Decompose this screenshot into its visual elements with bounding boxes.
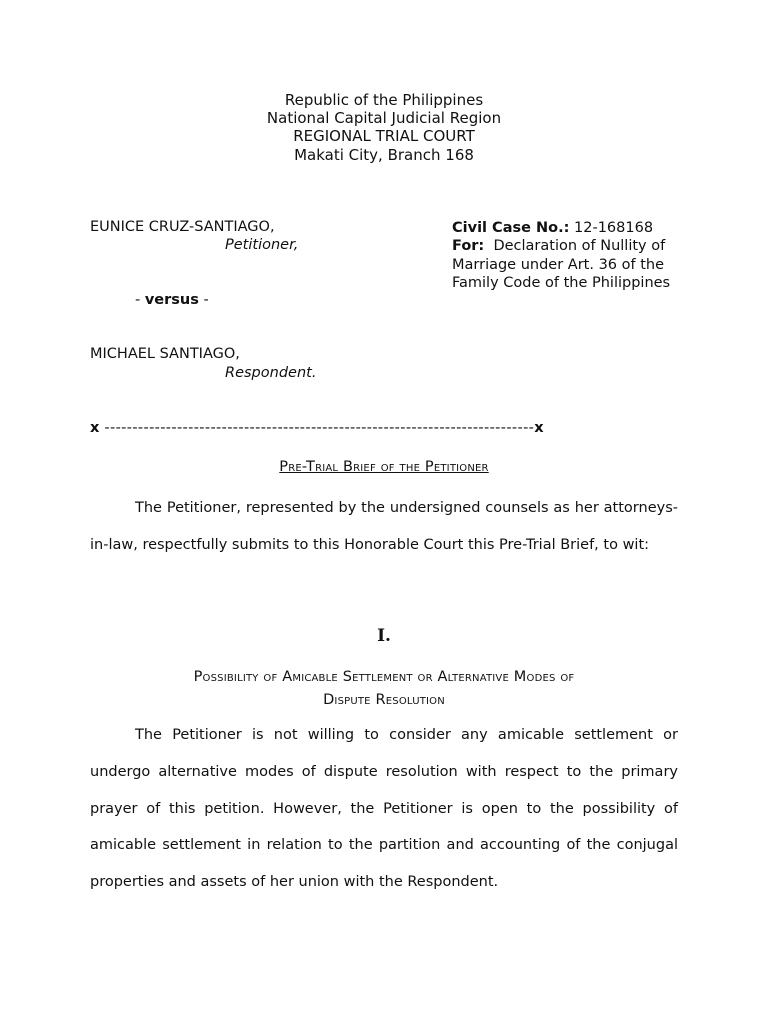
case-number	[452, 219, 702, 237]
section-number: I.	[377, 626, 391, 646]
section-paragraph: The Petitioner is not willing to consider any amicable settlement or undergo alternative modes of dispute resolution with respect to the primary prayer of this petition. However, the Petitioner is open to the possibility of amicable settlement in relation to the partition and accounting of the conjugal properties and assets of her union with the Respondent.	[90, 727, 678, 891]
case-number-label: Civil Case No.:	[452, 220, 570, 236]
case-for-label: For:	[452, 238, 485, 255]
versus-label	[135, 292, 209, 308]
versus-prefix: -	[135, 292, 145, 308]
petitioner-role: Petitioner,	[225, 237, 299, 253]
header-republic: Republic of the Philippines	[284, 91, 484, 109]
case-number-value: 12-168168	[569, 220, 654, 236]
header-court: REGIONAL TRIAL COURT	[293, 127, 475, 146]
case-caption	[90, 219, 690, 399]
versus-word: versus	[144, 292, 199, 308]
case-for-line1: Declaration of Nullity of	[484, 238, 666, 255]
caption-divider	[90, 420, 680, 436]
versus-suffix: -	[198, 292, 209, 308]
case-details-column	[452, 219, 702, 292]
divider-left-mark: x	[90, 420, 105, 436]
document-title: Pre-Trial Brief of the Petitioner	[279, 459, 489, 475]
court-header	[0, 91, 768, 164]
case-for-line3: Family Code of the Philippines	[452, 274, 671, 291]
header-region: National Capital Judicial Region	[266, 109, 502, 128]
divider-right-mark: x	[534, 420, 544, 436]
header-branch: Makati City, Branch 168	[294, 145, 474, 164]
section-title-line2: Dispute Resolution	[323, 691, 445, 708]
petitioner-name: EUNICE CRUZ-SANTIAGO,	[90, 219, 275, 235]
case-for-line2: Marriage under Art. 36 of the	[452, 256, 665, 273]
section-title-line1: Possibility of Amicable Settlement or Alternative Modes of	[193, 669, 575, 685]
divider-dashes: -----------------------------------------------------------------------------	[104, 420, 535, 436]
respondent-name: MICHAEL SANTIAGO,	[90, 346, 240, 362]
respondent-role: Respondent.	[225, 365, 317, 381]
case-for	[452, 237, 702, 255]
intro-paragraph: The Petitioner, represented by the undersigned counsels as her attorneys-in-law, respectfully submits to this Honorable Court this Pre-Trial Brief, to wit:	[90, 500, 678, 553]
section-title	[90, 666, 678, 711]
